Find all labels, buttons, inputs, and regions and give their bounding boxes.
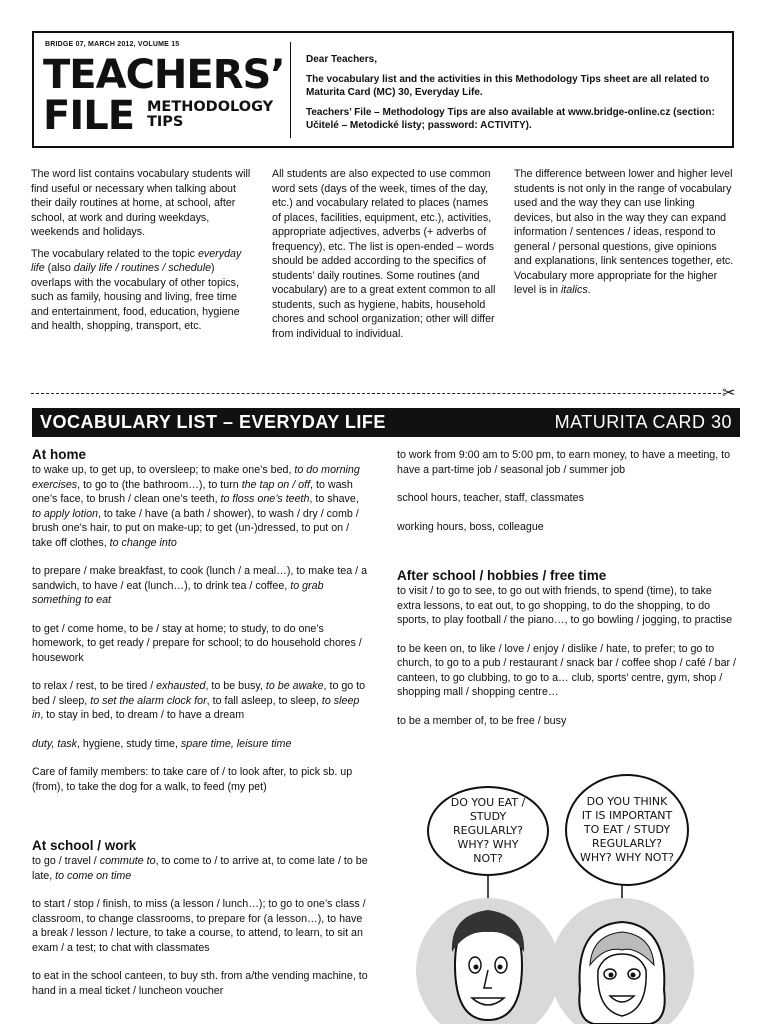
vocab-left-column	[32, 447, 370, 1012]
cut-line	[31, 393, 721, 394]
text-run-italic: daily life / routines / schedule	[73, 262, 212, 274]
text-run: to go / travel /	[32, 855, 100, 867]
text-run: , to go to (the bathroom…), to turn	[77, 478, 242, 491]
text-run: , to stay in bed, to dream / to have a dream	[40, 709, 245, 721]
text-run: to prepare / make breakfast, to cook (lunch / a meal…), to make tea / a sandwich, to have / eat (lunch…), to drink tea / coffee,	[32, 565, 368, 592]
title-teachers: TEACHERS’	[43, 52, 285, 98]
text-run-italic: to sleep in	[32, 694, 360, 721]
text-run: ) overlaps with the vocabulary of other topics, such as family, housing and living, free time and entertainment, food, education, hygiene and health, shopping, transport, etc.	[31, 262, 240, 332]
text-run-italic: to grab something to eat	[32, 579, 324, 606]
vocab-paragraph	[32, 737, 370, 752]
vocab-paragraph: to visit / to go to see, to go out with friends, to spend (time), to take extra lessons, to eat out, to go shopping, to do the shopping, to do sports, to play football / the piano…, to go bowling / jogging, to practise	[397, 585, 733, 626]
bubble-text-1: DO YOU EAT / STUDY REGULARLY? WHY? WHY NOT?	[450, 796, 526, 865]
subtitle-line1: METHODOLOGY	[147, 99, 274, 115]
subtitle-line2: TIPS	[147, 114, 184, 130]
text-run: The vocabulary related to the topic	[31, 247, 198, 260]
text-run-italic: spare time, leisure time	[180, 737, 292, 750]
letter-greeting: Dear Teachers,	[306, 54, 377, 65]
vocab-paragraph: to eat in the school canteen, to buy sth. from a/the vending machine, to hand in a meal ticket / luncheon voucher	[32, 970, 368, 997]
text-run: , to wash one’s face, to brush / clean one’s teeth,	[32, 478, 353, 505]
text-run: , to take / have (a bath / shower), to wash / dry / comb / brush one’s hair, to put on make-up; to get (un-)dressed, to put on / take off clothes,	[32, 507, 359, 549]
text-run-italic: to come on time	[55, 869, 132, 882]
heading-after-school: After school / hobbies / free time	[397, 568, 607, 583]
girl-face-icon	[579, 922, 664, 1024]
boy-face-icon	[452, 910, 524, 1020]
text-run: The difference between lower and higher level students is not only in the range of vocabulary used and the way they can use linking devices, but also in the way they can expand information / sentences / ideas, respond to general / personal questions, give opinions and explanations, link sentences together, etc. Vocabulary more appropriate for the higher level is in	[514, 168, 734, 296]
text-run: , to shave,	[309, 493, 359, 505]
cartoon-illustration	[400, 870, 740, 1024]
section-title: VOCABULARY LIST – EVERYDAY LIFE	[40, 412, 386, 432]
text-run: , to come to / to arrive at, to come late / to be late,	[32, 855, 368, 882]
text-run: , to be busy,	[205, 680, 266, 692]
scissors-icon: ✂	[722, 385, 736, 402]
section-title-bar	[32, 408, 740, 437]
text-run-italic: to apply lotion	[32, 507, 98, 520]
text-run-italic: to floss one’s teeth	[220, 493, 310, 505]
header-letter	[306, 53, 726, 139]
text-run: , hygiene, study time,	[76, 737, 181, 750]
vocab-paragraph: to be keen on, to like / love / enjoy / dislike / hate, to prefer; to go to church, to go to a pub / restaurant / snack bar / coffee shop / café / bar / canteen, to go clubbing, to go to a… club, sports’ centre, gym, shop / shopping mall / shopping centre…	[397, 642, 737, 698]
subtitle	[147, 100, 273, 130]
speech-bubble-1	[427, 786, 549, 876]
text-run: to wake up, to get up, to oversleep; to make one’s bed,	[32, 464, 295, 476]
spacer	[32, 808, 370, 838]
bubble-text-2: DO YOU THINK IT IS IMPORTANT TO EAT / STUDY REGULARLY? WHY? WHY NOT?	[580, 795, 675, 864]
text-run-italic: exhausted	[156, 680, 206, 692]
text-run-italic: everyday life	[31, 247, 242, 274]
vocab-paragraph: to start / stop / finish, to miss (a lesson / lunch…); to go to one’s class / classroom, to change classrooms, to prepare for (a lesson…), to have a break / lesson / lecture, to take a course, to attend, to learn, to sit an exam / a test; to chat with classmates	[32, 898, 366, 954]
text-run: .	[587, 284, 591, 296]
intro-paragraph	[31, 247, 255, 334]
vocab-paragraph	[32, 564, 370, 608]
text-run: , to fall asleep, to sleep,	[206, 694, 322, 707]
text-run: , to go to bed / sleep,	[32, 680, 366, 707]
vocab-paragraph	[32, 679, 370, 723]
text-run-italic: duty, task	[32, 737, 77, 750]
vocab-right-column	[397, 448, 737, 742]
vocab-paragraph: Care of family members: to take care of / to look after, to pick sb. up (from), to take the dog for a walk, to feed (my pet)	[32, 766, 353, 793]
title-file: FILE	[43, 93, 135, 139]
intro-paragraph	[514, 167, 736, 298]
intro-column-3	[514, 167, 736, 305]
text-run: to relax / rest, to be tired /	[32, 680, 157, 692]
text-run-italic: the tap on / off	[241, 478, 311, 491]
text-run-italic: to do morning exercises	[32, 464, 360, 491]
text-run-italic: italics	[560, 284, 588, 296]
text-run-italic: to set the alarm clock for	[90, 694, 207, 707]
heading-at-school: At school / work	[32, 838, 137, 853]
vocab-paragraph: to be a member of, to be free / busy	[397, 714, 567, 727]
intro-paragraph: All students are also expected to use common word sets (days of the week, times of the day, etc.) and vocabulary related to places (names of places, facilities, equipment, etc.), activities, appropriate adjectives, adverbs (+ adverbs of frequency), etc. The list is open-ended – words should be added according to the specifics of students’ daily routines. Some routines (and vocabulary) are to a great extent common to all students, such as hygiene, habits, household chores and school organization; other will differ from individual to individual.	[272, 168, 496, 340]
letter-body: The vocabulary list and the activities in this Methodology Tips sheet are all related to Maturita Card (MC) 30, Everyday Life.	[306, 74, 710, 98]
text-run-italic: to be awake	[265, 680, 324, 692]
letter-availability: Teachers’ File – Methodology Tips are also available at www.bridge-online.cz (section: Učitelé – Metodické listy; password: ACTIVITY).	[306, 107, 715, 131]
intro-column-1	[31, 167, 255, 341]
text-run-italic: to change into	[109, 536, 177, 549]
vocab-paragraph	[32, 854, 370, 883]
text-run-italic: commute to	[99, 855, 156, 867]
speech-bubble-2	[565, 774, 689, 886]
vocab-paragraph	[32, 463, 370, 550]
heading-at-home: At home	[32, 447, 86, 462]
header-box	[32, 31, 734, 148]
intro-column-2	[272, 167, 496, 348]
header-divider	[290, 42, 291, 138]
vocab-paragraph: to get / come home, to be / stay at home; to study, to do one’s homework, to get ready / prepare for school; to do household chores / housework	[32, 622, 362, 664]
text-run: (also	[44, 262, 74, 274]
vocab-paragraph: to work from 9:00 am to 5:00 pm, to earn money, to have a meeting, to have a part-time job / seasonal job / summer job	[397, 449, 731, 476]
card-label: MATURITA CARD 30	[554, 412, 732, 432]
vocab-paragraph: working hours, boss, colleague	[397, 520, 544, 533]
spacer	[397, 548, 737, 568]
intro-paragraph: The word list contains vocabulary students will find useful or necessary when talking about their daily routines at home, at school, after school, at work and during weekdays, weekends and holidays.	[31, 168, 251, 238]
vocab-paragraph: school hours, teacher, staff, classmates	[397, 492, 584, 504]
issue-info: BRIDGE 07, MARCH 2012, VOLUME 15	[45, 41, 180, 48]
